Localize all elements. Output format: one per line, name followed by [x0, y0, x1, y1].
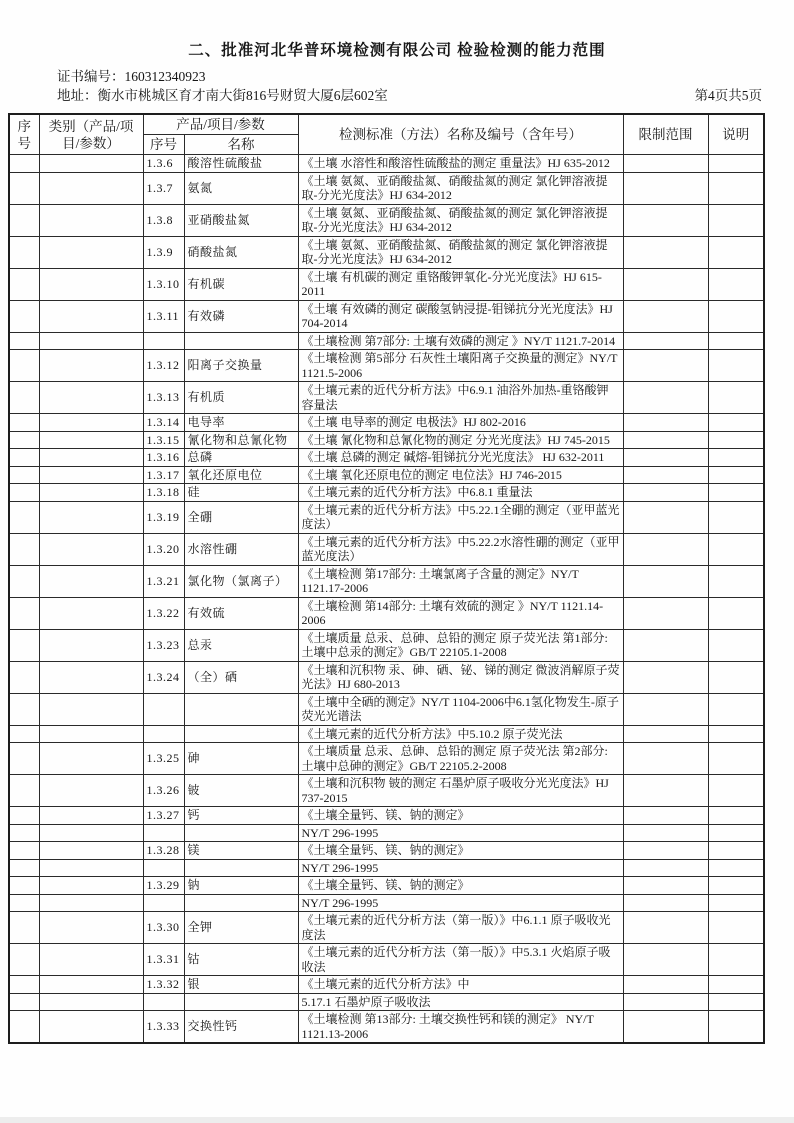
row-note-cell [708, 661, 764, 693]
row-standard-cell: 《土壤中全硒的测定》NY/T 1104-2006中6.1氢化物发生-原子荧光光谱法 [298, 693, 623, 725]
header-product-name: 名称 [184, 135, 298, 155]
row-seq-cell [9, 629, 39, 661]
row-item-name-cell: 阳离子交换量 [184, 350, 298, 382]
row-note-cell [708, 350, 764, 382]
row-note-cell [708, 466, 764, 484]
row-note-cell [708, 431, 764, 449]
row-limit-cell [623, 743, 708, 775]
row-item-seq-cell [143, 725, 184, 743]
row-seq-cell [9, 382, 39, 414]
row-limit-cell [623, 236, 708, 268]
table-row [9, 565, 764, 597]
table-row [9, 533, 764, 565]
table-row [9, 268, 764, 300]
row-limit-cell [623, 414, 708, 432]
table-row [9, 693, 764, 725]
table-row [9, 629, 764, 661]
row-item-seq-cell: 1.3.17 [143, 466, 184, 484]
header-limit: 限制范围 [623, 114, 708, 155]
row-category-cell [39, 484, 143, 502]
row-item-name-cell: 氧化还原电位 [184, 466, 298, 484]
row-standard-cell: 《土壤 总磷的测定 碱熔-钼锑抗分光光度法》 HJ 632-2011 [298, 449, 623, 467]
row-seq-cell [9, 725, 39, 743]
row-category-cell [39, 743, 143, 775]
row-item-name-cell: 有机质 [184, 382, 298, 414]
row-limit-cell [623, 350, 708, 382]
row-limit-cell [623, 268, 708, 300]
row-item-name-cell: 氨氮 [184, 172, 298, 204]
table-row [9, 807, 764, 825]
row-seq-cell [9, 824, 39, 842]
row-standard-cell: NY/T 296-1995 [298, 894, 623, 912]
row-item-name-cell [184, 824, 298, 842]
row-limit-cell [623, 597, 708, 629]
row-standard-cell: 《土壤元素的近代分析方法》中6.9.1 油浴外加热-重铬酸钾容量法 [298, 382, 623, 414]
row-note-cell [708, 597, 764, 629]
table-row [9, 842, 764, 860]
row-standard-cell: 《土壤 氧化还原电位的测定 电位法》HJ 746-2015 [298, 466, 623, 484]
row-item-name-cell: 总汞 [184, 629, 298, 661]
row-standard-cell: 《土壤元素的近代分析方法（第一版）》中6.1.1 原子吸收光度法 [298, 912, 623, 944]
row-category-cell [39, 382, 143, 414]
row-note-cell [708, 300, 764, 332]
row-seq-cell [9, 332, 39, 350]
row-standard-cell: 《土壤检测 第13部分: 土壤交换性钙和镁的测定》 NY/T 1121.13-2006 [298, 1011, 623, 1044]
row-item-seq-cell: 1.3.31 [143, 944, 184, 976]
row-standard-cell: 《土壤元素的近代分析方法》中 [298, 976, 623, 994]
row-standard-cell: 《土壤 水溶性和酸溶性硫酸盐的测定 重量法》HJ 635-2012 [298, 155, 623, 173]
row-category-cell [39, 172, 143, 204]
row-item-seq-cell: 1.3.23 [143, 629, 184, 661]
row-item-seq-cell: 1.3.20 [143, 533, 184, 565]
row-limit-cell [623, 382, 708, 414]
row-item-seq-cell: 1.3.14 [143, 414, 184, 432]
table-row [9, 944, 764, 976]
row-seq-cell [9, 807, 39, 825]
row-item-seq-cell: 1.3.32 [143, 976, 184, 994]
row-limit-cell [623, 842, 708, 860]
row-seq-cell [9, 894, 39, 912]
row-limit-cell [623, 824, 708, 842]
table-row [9, 236, 764, 268]
row-seq-cell [9, 350, 39, 382]
row-limit-cell [623, 501, 708, 533]
row-standard-cell: 5.17.1 石墨炉原子吸收法 [298, 993, 623, 1011]
header-category: 类别（产品/项目/参数） [39, 114, 143, 155]
row-standard-cell: 《土壤 氨氮、亚硝酸盐氮、硝酸盐氮的测定 氯化钾溶液提取-分光光度法》HJ 634-2012 [298, 172, 623, 204]
row-standard-cell: 《土壤全量钙、镁、钠的测定》 [298, 877, 623, 895]
row-limit-cell [623, 629, 708, 661]
row-standard-cell: 《土壤元素的近代分析方法》中5.22.1全硼的测定（亚甲蓝光度法） [298, 501, 623, 533]
row-seq-cell [9, 877, 39, 895]
row-item-name-cell: 银 [184, 976, 298, 994]
row-category-cell [39, 414, 143, 432]
row-limit-cell [623, 332, 708, 350]
row-standard-cell: 《土壤 氨氮、亚硝酸盐氮、硝酸盐氮的测定 氯化钾溶液提取-分光光度法》HJ 634-2012 [298, 204, 623, 236]
row-item-seq-cell: 1.3.25 [143, 743, 184, 775]
row-item-name-cell: 钠 [184, 877, 298, 895]
row-limit-cell [623, 565, 708, 597]
page-indicator: 第4页共5页 [694, 88, 762, 103]
row-limit-cell [623, 449, 708, 467]
row-seq-cell [9, 565, 39, 597]
row-category-cell [39, 976, 143, 994]
row-item-name-cell: 氯化物（氯离子） [184, 565, 298, 597]
row-seq-cell [9, 466, 39, 484]
row-item-name-cell: 全硼 [184, 501, 298, 533]
row-note-cell [708, 449, 764, 467]
table-row [9, 350, 764, 382]
row-item-name-cell: 镁 [184, 842, 298, 860]
table-row [9, 300, 764, 332]
row-item-name-cell: 砷 [184, 743, 298, 775]
row-standard-cell: 《土壤元素的近代分析方法》中5.10.2 原子荧光法 [298, 725, 623, 743]
row-category-cell [39, 268, 143, 300]
row-item-name-cell: 水溶性硼 [184, 533, 298, 565]
row-item-name-cell [184, 332, 298, 350]
row-limit-cell [623, 894, 708, 912]
row-note-cell [708, 332, 764, 350]
row-item-seq-cell: 1.3.8 [143, 204, 184, 236]
row-item-seq-cell: 1.3.10 [143, 268, 184, 300]
row-category-cell [39, 332, 143, 350]
row-limit-cell [623, 1011, 708, 1044]
row-limit-cell [623, 693, 708, 725]
row-item-name-cell: 酸溶性硫酸盐 [184, 155, 298, 173]
row-note-cell [708, 993, 764, 1011]
table-row [9, 912, 764, 944]
row-item-name-cell [184, 894, 298, 912]
row-standard-cell: 《土壤全量钙、镁、钠的测定》 [298, 807, 623, 825]
row-note-cell [708, 894, 764, 912]
row-item-seq-cell [143, 332, 184, 350]
row-seq-cell [9, 743, 39, 775]
row-item-seq-cell: 1.3.22 [143, 597, 184, 629]
row-limit-cell [623, 661, 708, 693]
row-seq-cell [9, 775, 39, 807]
row-standard-cell: NY/T 296-1995 [298, 824, 623, 842]
row-item-seq-cell: 1.3.30 [143, 912, 184, 944]
table-row [9, 993, 764, 1011]
row-seq-cell [9, 533, 39, 565]
row-note-cell [708, 725, 764, 743]
row-category-cell [39, 449, 143, 467]
row-seq-cell [9, 449, 39, 467]
row-category-cell [39, 859, 143, 877]
row-standard-cell: 《土壤元素的近代分析方法》中6.8.1 重量法 [298, 484, 623, 502]
table-row [9, 382, 764, 414]
row-note-cell [708, 236, 764, 268]
row-seq-cell [9, 268, 39, 300]
row-note-cell [708, 859, 764, 877]
row-item-seq-cell: 1.3.33 [143, 1011, 184, 1044]
row-note-cell [708, 976, 764, 994]
row-category-cell [39, 501, 143, 533]
row-category-cell [39, 807, 143, 825]
row-category-cell [39, 431, 143, 449]
table-row [9, 466, 764, 484]
row-item-name-cell: 钴 [184, 944, 298, 976]
row-category-cell [39, 1011, 143, 1044]
row-seq-cell [9, 993, 39, 1011]
row-seq-cell [9, 172, 39, 204]
row-category-cell [39, 597, 143, 629]
address-line: 地址：衡水市桃城区育才南大街816号财贸大厦6层602室 [57, 88, 388, 103]
row-item-name-cell [184, 725, 298, 743]
row-seq-cell [9, 155, 39, 173]
row-limit-cell [623, 484, 708, 502]
row-seq-cell [9, 431, 39, 449]
row-note-cell [708, 1011, 764, 1044]
row-limit-cell [623, 859, 708, 877]
row-seq-cell [9, 414, 39, 432]
row-note-cell [708, 824, 764, 842]
header-product-group: 产品/项目/参数 [143, 114, 298, 135]
row-item-name-cell: 电导率 [184, 414, 298, 432]
row-note-cell [708, 268, 764, 300]
row-limit-cell [623, 725, 708, 743]
table-row [9, 414, 764, 432]
row-standard-cell: 《土壤质量 总汞、总砷、总铅的测定 原子荧光法 第1部分: 土壤中总汞的测定》GB/T 22105.1-2008 [298, 629, 623, 661]
row-item-seq-cell: 1.3.19 [143, 501, 184, 533]
row-standard-cell: 《土壤质量 总汞、总砷、总铅的测定 原子荧光法 第2部分: 土壤中总砷的测定》GB/T 22105.2-2008 [298, 743, 623, 775]
table-row [9, 431, 764, 449]
row-note-cell [708, 204, 764, 236]
header-product-seq: 序号 [143, 135, 184, 155]
row-standard-cell: 《土壤检测 第7部分: 土壤有效磷的测定 》NY/T 1121.7-2014 [298, 332, 623, 350]
table-row [9, 775, 764, 807]
row-item-seq-cell: 1.3.28 [143, 842, 184, 860]
row-standard-cell: 《土壤元素的近代分析方法》中5.22.2水溶性硼的测定（亚甲蓝光度法） [298, 533, 623, 565]
row-item-seq-cell: 1.3.7 [143, 172, 184, 204]
row-note-cell [708, 414, 764, 432]
row-note-cell [708, 944, 764, 976]
row-item-seq-cell: 1.3.18 [143, 484, 184, 502]
row-standard-cell: 《土壤 有效磷的测定 碳酸氢钠浸提-钼锑抗分光光度法》HJ 704-2014 [298, 300, 623, 332]
row-limit-cell [623, 775, 708, 807]
row-note-cell [708, 807, 764, 825]
row-note-cell [708, 155, 764, 173]
row-standard-cell: 《土壤和沉积物 铍的测定 石墨炉原子吸收分光光度法》HJ 737-2015 [298, 775, 623, 807]
row-note-cell [708, 877, 764, 895]
row-item-seq-cell [143, 894, 184, 912]
row-limit-cell [623, 976, 708, 994]
row-note-cell [708, 912, 764, 944]
table-row [9, 332, 764, 350]
row-seq-cell [9, 661, 39, 693]
row-limit-cell [623, 533, 708, 565]
row-seq-cell [9, 842, 39, 860]
row-category-cell [39, 993, 143, 1011]
row-seq-cell [9, 501, 39, 533]
table-row [9, 172, 764, 204]
table-row [9, 597, 764, 629]
row-item-name-cell: 交换性钙 [184, 1011, 298, 1044]
row-item-seq-cell: 1.3.26 [143, 775, 184, 807]
row-category-cell [39, 236, 143, 268]
row-standard-cell: 《土壤检测 第17部分: 土壤氯离子含量的测定》NY/T 1121.17-2006 [298, 565, 623, 597]
table-row [9, 155, 764, 173]
table-row [9, 501, 764, 533]
row-seq-cell [9, 912, 39, 944]
row-standard-cell: 《土壤 氨氮、亚硝酸盐氮、硝酸盐氮的测定 氯化钾溶液提取-分光光度法》HJ 634-2012 [298, 236, 623, 268]
row-item-name-cell [184, 693, 298, 725]
row-seq-cell [9, 236, 39, 268]
row-item-name-cell: 全钾 [184, 912, 298, 944]
row-limit-cell [623, 300, 708, 332]
row-note-cell [708, 565, 764, 597]
table-row [9, 661, 764, 693]
row-item-seq-cell: 1.3.9 [143, 236, 184, 268]
capability-scope-table [8, 113, 765, 1044]
row-item-seq-cell: 1.3.16 [143, 449, 184, 467]
row-note-cell [708, 172, 764, 204]
row-category-cell [39, 565, 143, 597]
row-item-seq-cell: 1.3.15 [143, 431, 184, 449]
row-note-cell [708, 382, 764, 414]
table-row [9, 1011, 764, 1044]
row-item-name-cell [184, 859, 298, 877]
row-seq-cell [9, 300, 39, 332]
table-row [9, 204, 764, 236]
table-row [9, 877, 764, 895]
row-note-cell [708, 533, 764, 565]
row-seq-cell [9, 944, 39, 976]
row-category-cell [39, 693, 143, 725]
row-limit-cell [623, 912, 708, 944]
row-category-cell [39, 877, 143, 895]
row-item-seq-cell: 1.3.13 [143, 382, 184, 414]
row-note-cell [708, 629, 764, 661]
row-item-name-cell: 有机碳 [184, 268, 298, 300]
row-note-cell [708, 743, 764, 775]
row-category-cell [39, 775, 143, 807]
row-seq-cell [9, 859, 39, 877]
row-note-cell [708, 842, 764, 860]
row-limit-cell [623, 993, 708, 1011]
row-item-seq-cell: 1.3.27 [143, 807, 184, 825]
row-limit-cell [623, 877, 708, 895]
table-row [9, 859, 764, 877]
table-row [9, 824, 764, 842]
table-row [9, 449, 764, 467]
row-category-cell [39, 629, 143, 661]
row-standard-cell: 《土壤和沉积物 汞、砷、硒、铋、锑的测定 微波消解原子荧光法》HJ 680-2013 [298, 661, 623, 693]
row-seq-cell [9, 484, 39, 502]
table-row [9, 484, 764, 502]
row-limit-cell [623, 807, 708, 825]
row-note-cell [708, 693, 764, 725]
table-row [9, 725, 764, 743]
table-row [9, 743, 764, 775]
row-item-name-cell: 硝酸盐氮 [184, 236, 298, 268]
row-item-name-cell: 铍 [184, 775, 298, 807]
row-seq-cell [9, 976, 39, 994]
row-limit-cell [623, 944, 708, 976]
row-standard-cell: 《土壤 电导率的测定 电极法》HJ 802-2016 [298, 414, 623, 432]
row-item-name-cell [184, 993, 298, 1011]
row-standard-cell: 《土壤检测 第5部分 石灰性土壤阳离子交换量的测定》NY/T 1121.5-2006 [298, 350, 623, 382]
row-item-seq-cell: 1.3.21 [143, 565, 184, 597]
row-seq-cell [9, 693, 39, 725]
row-item-seq-cell [143, 824, 184, 842]
page-title: 二、批准河北华普环境检测有限公司 检验检测的能力范围 [188, 42, 606, 59]
row-standard-cell: 《土壤 氰化物和总氰化物的测定 分光光度法》HJ 745-2015 [298, 431, 623, 449]
row-limit-cell [623, 431, 708, 449]
row-item-name-cell: 总磷 [184, 449, 298, 467]
header-note: 说明 [708, 114, 764, 155]
row-category-cell [39, 300, 143, 332]
row-item-name-cell: （全）硒 [184, 661, 298, 693]
row-item-name-cell: 有效磷 [184, 300, 298, 332]
row-item-seq-cell: 1.3.6 [143, 155, 184, 173]
row-category-cell [39, 155, 143, 173]
row-item-seq-cell: 1.3.11 [143, 300, 184, 332]
row-note-cell [708, 501, 764, 533]
row-item-name-cell: 有效硫 [184, 597, 298, 629]
row-item-seq-cell: 1.3.29 [143, 877, 184, 895]
row-limit-cell [623, 155, 708, 173]
row-category-cell [39, 533, 143, 565]
row-category-cell [39, 466, 143, 484]
row-item-seq-cell [143, 859, 184, 877]
row-limit-cell [623, 172, 708, 204]
table-header [9, 114, 764, 155]
row-item-name-cell: 亚硝酸盐氮 [184, 204, 298, 236]
row-category-cell [39, 912, 143, 944]
row-category-cell [39, 944, 143, 976]
header-standard: 检测标准（方法）名称及编号（含年号） [298, 114, 623, 155]
row-item-seq-cell: 1.3.12 [143, 350, 184, 382]
row-item-name-cell: 硅 [184, 484, 298, 502]
row-standard-cell: 《土壤 有机碳的测定 重铬酸钾氧化-分光光度法》HJ 615-2011 [298, 268, 623, 300]
row-category-cell [39, 842, 143, 860]
row-category-cell [39, 350, 143, 382]
row-category-cell [39, 824, 143, 842]
row-seq-cell [9, 1011, 39, 1044]
row-seq-cell [9, 204, 39, 236]
row-category-cell [39, 661, 143, 693]
row-standard-cell: NY/T 296-1995 [298, 859, 623, 877]
certificate-number-line: 证书编号：160312340923 [57, 69, 206, 84]
row-note-cell [708, 775, 764, 807]
row-note-cell [708, 484, 764, 502]
header-seq: 序号 [9, 114, 39, 155]
row-standard-cell: 《土壤检测 第14部分: 土壤有效硫的测定 》NY/T 1121.14-2006 [298, 597, 623, 629]
row-item-seq-cell: 1.3.24 [143, 661, 184, 693]
row-standard-cell: 《土壤元素的近代分析方法（第一版）》中5.3.1 火焰原子吸收法 [298, 944, 623, 976]
row-category-cell [39, 894, 143, 912]
row-limit-cell [623, 466, 708, 484]
document-meta [57, 67, 762, 105]
row-item-seq-cell [143, 693, 184, 725]
row-standard-cell: 《土壤全量钙、镁、钠的测定》 [298, 842, 623, 860]
row-item-name-cell: 钙 [184, 807, 298, 825]
row-item-seq-cell [143, 993, 184, 1011]
row-category-cell [39, 204, 143, 236]
row-limit-cell [623, 204, 708, 236]
row-category-cell [39, 725, 143, 743]
row-seq-cell [9, 597, 39, 629]
table-row [9, 976, 764, 994]
table-row [9, 894, 764, 912]
table-body [9, 155, 764, 1044]
row-item-name-cell: 氰化物和总氰化物 [184, 431, 298, 449]
